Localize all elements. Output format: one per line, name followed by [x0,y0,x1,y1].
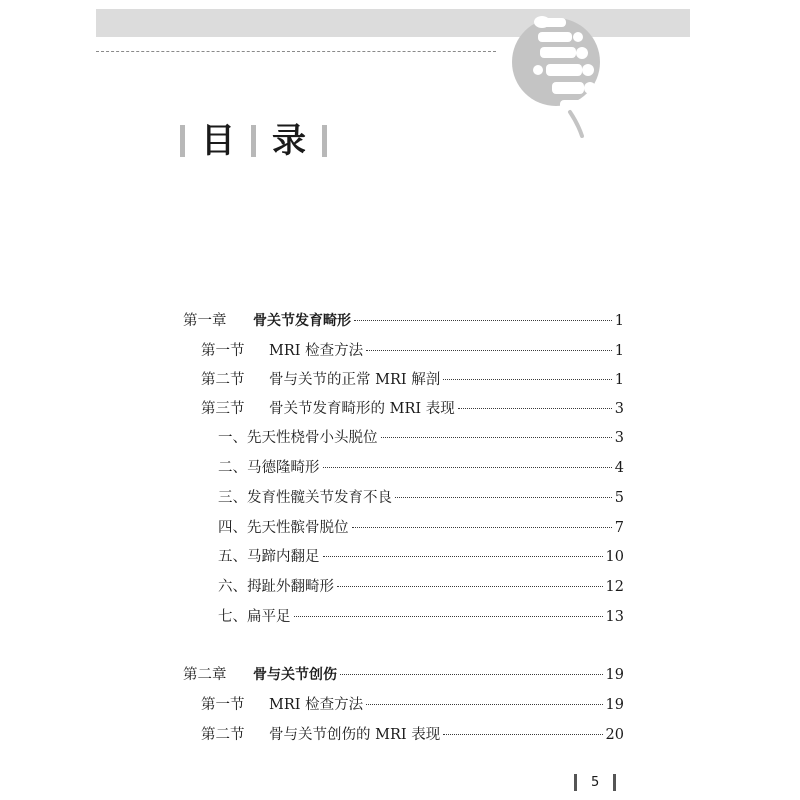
toc-entry-number: 第二节 [201,727,245,743]
title-char-1: 目 [201,121,235,161]
toc-dot-leader [366,350,612,351]
toc-entry[interactable] [183,309,624,333]
toc-entry-title: 骨关节发育畸形 [253,313,351,329]
toc-entry-page: 5 [614,490,624,506]
page-title [180,116,327,166]
toc-entry[interactable] [201,693,624,717]
title-bar-middle [251,125,256,157]
page-number: 5 [591,774,600,790]
toc-entry-page: 19 [605,697,624,713]
toc-entry[interactable] [201,368,624,392]
toc-entry[interactable] [201,339,624,363]
toc-entry-title: 六、拇趾外翻畸形 [218,579,334,595]
toc-dot-leader [323,556,603,557]
toc-entry-page: 19 [605,667,624,683]
toc-entry-title: 七、扁平足 [218,609,291,625]
toc-entry-page: 3 [614,430,624,446]
toc-entry[interactable] [218,486,624,510]
toc-entry-page: 4 [614,460,624,476]
toc-entry-title: MRI 检查方法 [269,697,364,713]
toc-entry-number: 第一章 [183,313,227,329]
toc-dot-leader [340,674,603,675]
toc-dot-leader [337,586,603,587]
page-number-footer [574,771,616,793]
toc-entry[interactable] [218,516,624,540]
toc-entry-title: 一、先天性桡骨小头脱位 [218,430,378,446]
toc-entry-title: 骨与关节创伤的 MRI 表现 [269,727,441,743]
toc-entry-title: 骨与关节的正常 MRI 解剖 [269,372,441,388]
toc-entry-page: 1 [614,372,624,388]
toc-entry-page: 10 [605,549,624,565]
toc-entry-title: 四、先天性髌骨脱位 [218,520,349,536]
folio-bar-left [574,774,577,791]
toc-entry[interactable] [218,426,624,450]
toc-entry[interactable] [201,397,624,421]
toc-entry[interactable] [218,456,624,480]
toc-entry-number: 第二章 [183,667,227,683]
toc-entry-title: 二、马德隆畸形 [218,460,320,476]
toc-entry[interactable] [183,663,624,687]
toc-entry-page: 1 [614,343,624,359]
toc-entry-page: 20 [605,727,624,743]
toc-dot-leader [443,379,612,380]
toc-entry[interactable] [218,545,624,569]
toc-entry-number: 第二节 [201,372,245,388]
spine-icon [508,12,604,138]
toc-dot-leader [381,437,612,438]
toc-dot-leader [395,497,612,498]
toc-entry-page: 3 [614,401,624,417]
toc-entry-page: 1 [614,313,624,329]
toc-entry-number: 第一节 [201,343,245,359]
title-char-2: 录 [272,121,306,161]
toc-entry-title: 三、发育性髋关节发育不良 [218,490,392,506]
toc-entry[interactable] [201,723,624,747]
title-bar-right [322,125,327,157]
toc-entry[interactable] [218,605,624,629]
toc-entry-title: MRI 检查方法 [269,343,364,359]
toc-entry-title: 五、马蹄内翻足 [218,549,320,565]
toc-entry-number: 第一节 [201,697,245,713]
toc-dot-leader [323,467,612,468]
toc-entry-number: 第三节 [201,401,245,417]
header-dashed-rule [96,51,496,52]
toc-entry-page: 13 [605,609,624,625]
toc-dot-leader [443,734,602,735]
toc-dot-leader [354,320,612,321]
folio-bar-right [613,774,616,791]
toc-entry-page: 7 [614,520,624,536]
toc-dot-leader [352,527,612,528]
toc-dot-leader [294,616,603,617]
toc-entry-title: 骨关节发育畸形的 MRI 表现 [269,401,455,417]
toc-entry-page: 12 [605,579,624,595]
toc-entry-title: 骨与关节创伤 [253,667,337,683]
toc-dot-leader [458,408,612,409]
title-bar-left [180,125,185,157]
toc-entry[interactable] [218,575,624,599]
toc-dot-leader [366,704,602,705]
